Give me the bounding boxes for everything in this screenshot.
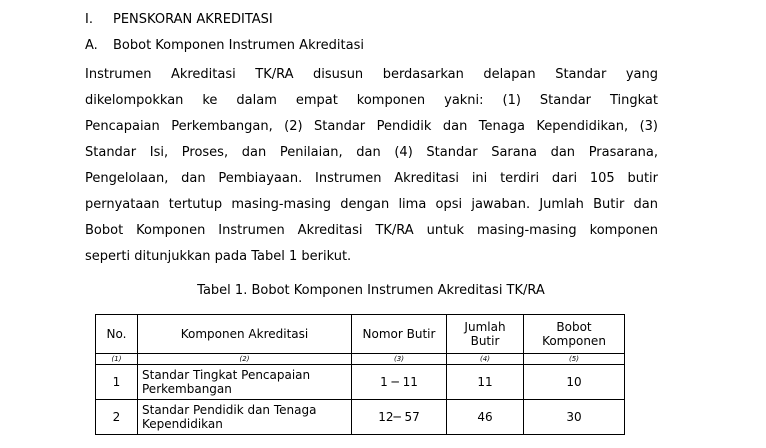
header-item-count: [447, 315, 524, 354]
index-cell: (3): [352, 354, 447, 365]
table-index-row: [96, 354, 625, 365]
paragraph-line: pernyataan tertutup masing-masing dengan lima opsi jawaban. Jumlah Butir dan: [85, 197, 658, 212]
row-item-numbers: 1 ─ 11: [352, 365, 447, 400]
header-item-numbers: Nomor Butir: [352, 315, 447, 354]
section-heading: [85, 12, 273, 28]
table-header-row: [96, 315, 625, 354]
row-no: 2: [96, 400, 138, 435]
paragraph-line: dikelompokkan ke dalam empat komponen yakni: (1) Standar Tingkat: [85, 93, 658, 108]
paragraph-line: Standar Isi, Proses, dan Penilaian, dan (4) Standar Sarana dan Prasarana,: [85, 145, 658, 160]
body-paragraph: [85, 62, 658, 270]
header-weight-line2: Komponen: [542, 334, 606, 348]
header-component: Komponen Akreditasi: [138, 315, 352, 354]
row-component-line2: Kependidikan: [142, 417, 223, 431]
row-weight: 10: [524, 365, 625, 400]
header-item-count-line1: Jumlah: [464, 320, 506, 334]
row-component: [138, 400, 352, 435]
row-component-line2: Perkembangan: [142, 382, 232, 396]
row-no: 1: [96, 365, 138, 400]
header-item-count-line2: Butir: [470, 334, 500, 348]
row-component-line1: Standar Tingkat Pencapaian: [142, 368, 311, 382]
paragraph-line: seperti ditunjukkan pada Tabel 1 berikut.: [85, 249, 352, 264]
table-row: [96, 365, 625, 400]
paragraph-line: Bobot Komponen Instrumen Akreditasi TK/RA untuk masing-masing komponen: [85, 223, 658, 238]
table-row: [96, 400, 625, 435]
section-number: I.: [85, 12, 93, 27]
subsection-letter: A.: [85, 38, 98, 53]
index-cell: (4): [447, 354, 524, 365]
index-cell: (5): [524, 354, 625, 365]
paragraph-line: Pengelolaan, dan Pembiayaan. Instrumen Akreditasi ini terdiri dari 105 butir: [85, 171, 658, 186]
row-component: [138, 365, 352, 400]
header-no: No.: [96, 315, 138, 354]
component-weight-table: [95, 314, 625, 435]
paragraph-line: Instrumen Akreditasi TK/RA disusun berdasarkan delapan Standar yang: [85, 67, 658, 82]
header-weight: [524, 315, 625, 354]
row-component-line1: Standar Pendidik dan Tenaga: [142, 403, 317, 417]
subsection-heading: [85, 38, 364, 54]
section-title: PENSKORAN AKREDITASI: [113, 12, 273, 27]
index-cell: (2): [138, 354, 352, 365]
row-item-count: 46: [447, 400, 524, 435]
header-weight-line1: Bobot: [556, 320, 592, 334]
table-caption: Tabel 1. Bobot Komponen Instrumen Akreditasi TK/RA: [197, 283, 545, 298]
subsection-title: Bobot Komponen Instrumen Akreditasi: [113, 38, 364, 53]
row-item-count: 11: [447, 365, 524, 400]
index-cell: (1): [96, 354, 138, 365]
paragraph-line: Pencapaian Perkembangan, (2) Standar Pendidik dan Tenaga Kependidikan, (3): [85, 119, 658, 134]
row-item-numbers: 12─ 57: [352, 400, 447, 435]
row-weight: 30: [524, 400, 625, 435]
